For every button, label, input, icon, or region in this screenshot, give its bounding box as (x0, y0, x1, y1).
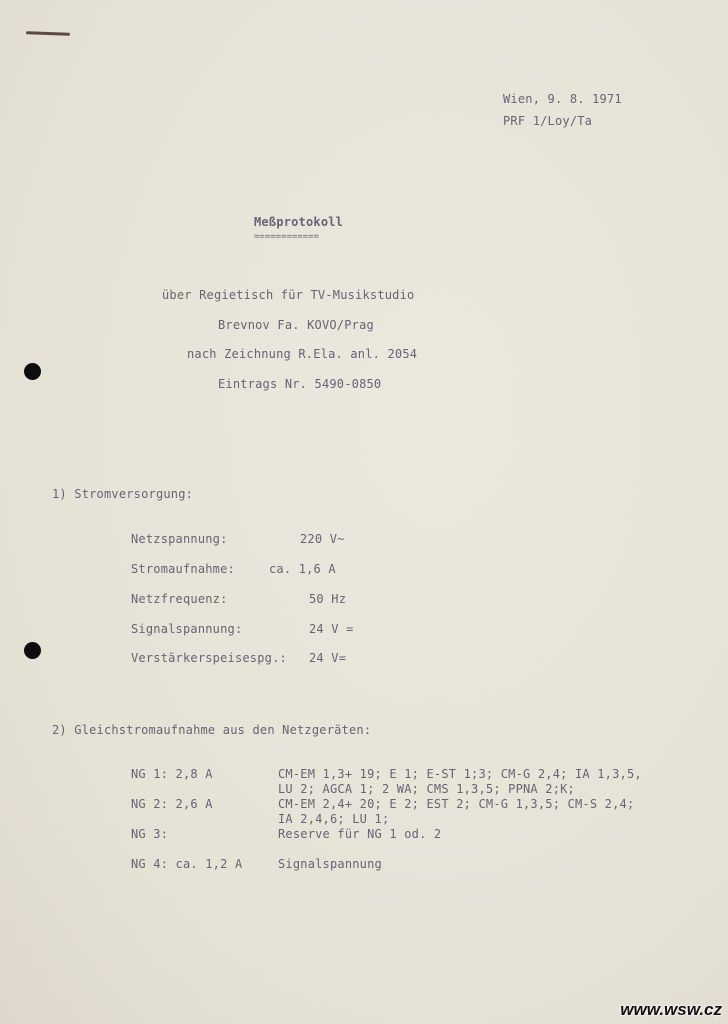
ng-detail: IA 2,4,6; LU 1; (278, 812, 390, 826)
spec-value: 220 V~ (300, 532, 345, 546)
ng-detail: LU 2; AGCA 1; 2 WA; CMS 1,3,5; PPNA 2;K; (278, 782, 575, 796)
ng-detail: CM-EM 2,4+ 20; E 2; EST 2; CM-G 1,3,5; CM-S 2,4; (278, 797, 635, 811)
subject-line-1: über Regietisch für TV-Musikstudio (162, 288, 415, 302)
watermark: www.wsw.cz (620, 1000, 722, 1019)
section-2-heading: 2) Gleichstromaufnahme aus den Netzgeräten: (52, 723, 372, 737)
spec-value: 24 V = (309, 622, 354, 636)
subject-line-4: Eintrags Nr. 5490-0850 (218, 377, 382, 391)
section-1-heading: 1) Stromversorgung: (52, 487, 194, 501)
reference-line: PRF 1/Loy/Ta (503, 114, 593, 128)
ng-label: NG 3: (131, 827, 169, 841)
spec-value: 50 Hz (309, 592, 347, 606)
spec-label: Netzfrequenz: (131, 592, 228, 606)
spec-label: Netzspannung: (131, 532, 228, 546)
spec-value: ca. 1,6 A (269, 562, 336, 576)
punch-hole-bottom (24, 642, 41, 659)
subject-line-2: Brevnov Fa. KOVO/Prag (218, 318, 374, 332)
subject-line-3: nach Zeichnung R.Ela. anl. 2054 (187, 347, 418, 361)
punch-hole-top (24, 363, 41, 380)
spec-label: Stromaufnahme: (131, 562, 235, 576)
ng-label: NG 4: ca. 1,2 A (131, 857, 243, 871)
ng-detail: Reserve für NG 1 od. 2 (278, 827, 442, 841)
ng-label: NG 2: 2,6 A (131, 797, 213, 811)
ng-detail: CM-EM 1,3+ 19; E 1; E-ST 1;3; CM-G 2,4; IA 1,3,5, (278, 767, 642, 781)
spec-value: 24 V= (309, 651, 347, 665)
title-underline: ============ (254, 232, 320, 242)
date-line: Wien, 9. 8. 1971 (503, 92, 622, 106)
spec-label: Signalspannung: (131, 622, 243, 636)
spec-label: Verstärkerspeisespg.: (131, 651, 287, 665)
document-title: Meßprotokoll (254, 215, 344, 229)
ng-label: NG 1: 2,8 A (131, 767, 213, 781)
ng-detail: Signalspannung (278, 857, 382, 871)
